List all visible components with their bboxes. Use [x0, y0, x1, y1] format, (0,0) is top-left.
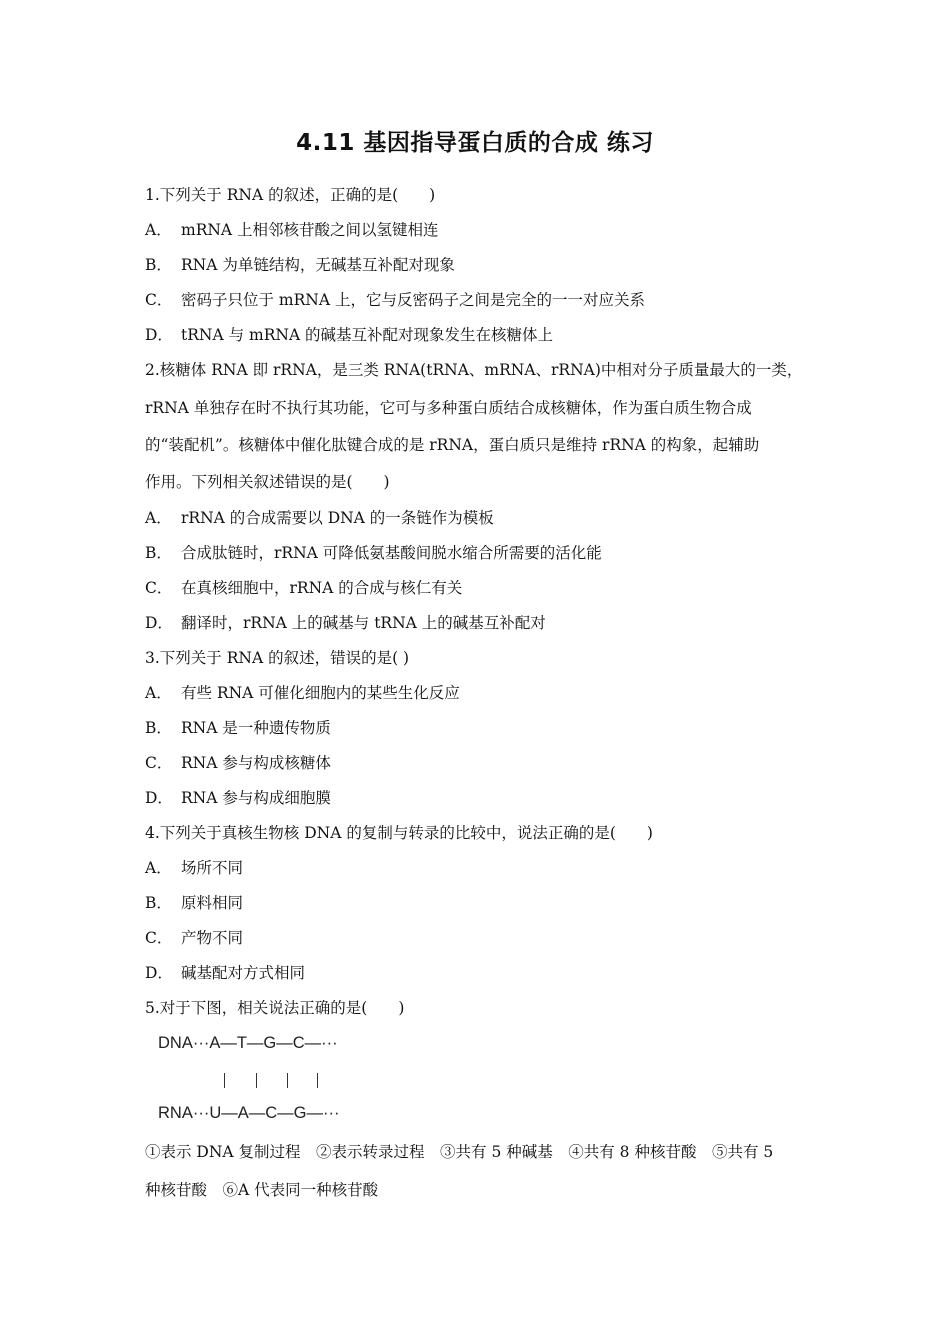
question-3-option-a	[145, 683, 460, 703]
base-pair-bond-2	[256, 1073, 257, 1088]
question-1-option-d	[145, 325, 553, 345]
question-2-option-b	[145, 543, 602, 563]
option-text: 密码子只位于 mRNA 上，它与反密码子之间是完全的一一对应关系	[181, 291, 645, 309]
option-text: RNA 为单链结构，无碱基互补配对现象	[181, 256, 455, 274]
question-4-stem: 4.下列关于真核生物核 DNA 的复制与转录的比较中，说法正确的是( )	[145, 824, 653, 842]
question-4-option-a	[145, 858, 243, 878]
option-text: 在真核细胞中，rRNA 的合成与核仁有关	[181, 579, 463, 597]
question-1-option-c	[145, 290, 645, 310]
question-3-stem: 3.下列关于 RNA 的叙述，错误的是( )	[145, 649, 410, 667]
option-text: 有些 RNA 可催化细胞内的某些生化反应	[181, 684, 460, 702]
question-2-option-c	[145, 578, 462, 598]
dna-strand-label: DNA···A—T—G—C—···	[158, 1034, 338, 1052]
question-5-statements-line-2: 种核苷酸 ⑥A 代表同一种核苷酸	[145, 1181, 379, 1199]
question-2-stem-line-1: 2.核糖体 RNA 即 rRNA，是三类 RNA(tRNA、mRNA、rRNA)中相对分子质量最大的一类，	[145, 361, 803, 379]
question-3-option-d	[145, 788, 331, 808]
question-3-option-b	[145, 718, 331, 738]
question-1-option-a	[145, 220, 439, 240]
option-letter: B．	[145, 894, 172, 912]
base-pair-bond-3	[287, 1073, 288, 1088]
option-text: RNA 是一种遗传物质	[181, 719, 331, 737]
option-letter: D．	[145, 614, 173, 632]
option-letter: D．	[145, 789, 173, 807]
option-letter: C．	[145, 291, 173, 309]
option-letter: B．	[145, 544, 172, 562]
option-text: 碱基配对方式相同	[181, 964, 306, 982]
base-pair-bond-4	[317, 1073, 318, 1088]
question-4-option-b	[145, 893, 243, 913]
question-1-option-b	[145, 255, 455, 275]
option-text: 场所不同	[181, 859, 244, 877]
option-text: RNA 参与构成核糖体	[181, 754, 331, 772]
option-text: RNA 参与构成细胞膜	[181, 789, 331, 807]
option-letter: C．	[145, 754, 173, 772]
option-letter: C．	[145, 929, 173, 947]
base-pair-bond-1	[224, 1073, 225, 1088]
option-text: 产物不同	[181, 929, 244, 947]
question-4-option-c	[145, 928, 243, 948]
option-text: 合成肽链时，rRNA 可降低氨基酸间脱水缩合所需要的活化能	[181, 544, 602, 562]
option-letter: C．	[145, 579, 173, 597]
option-text: 翻译时，rRNA 上的碱基与 tRNA 上的碱基互补配对	[181, 614, 546, 632]
option-letter: A．	[145, 221, 172, 239]
question-2-stem-line-4: 作用。下列相关叙述错误的是( )	[145, 473, 390, 491]
question-4-option-d	[145, 963, 305, 983]
question-2-option-a	[145, 508, 494, 528]
question-5-statements-line-1: ①表示 DNA 复制过程 ②表示转录过程 ③共有 5 种碱基 ④共有 8 种核苷酸 ⑤共有 5	[145, 1143, 774, 1161]
question-3-option-c	[145, 753, 331, 773]
rna-strand-label: RNA···U—A—C—G—···	[158, 1104, 340, 1122]
option-letter: A．	[145, 859, 172, 877]
option-text: rRNA 的合成需要以 DNA 的一条链作为模板	[181, 509, 494, 527]
page-title: 4.11 基因指导蛋白质的合成 练习	[296, 130, 654, 156]
question-5-stem: 5.对于下图，相关说法正确的是( )	[145, 999, 405, 1017]
option-letter: B．	[145, 256, 172, 274]
question-2-option-d	[145, 613, 546, 633]
option-letter: A．	[145, 509, 172, 527]
question-1-stem: 1.下列关于 RNA 的叙述，正确的是( )	[145, 186, 436, 204]
option-letter: A．	[145, 684, 172, 702]
option-letter: D．	[145, 326, 173, 344]
question-2-stem-line-2: rRNA 单独存在时不执行其功能，它可与多种蛋白质结合成核糖体，作为蛋白质生物合成	[145, 399, 752, 417]
option-letter: B．	[145, 719, 172, 737]
option-text: tRNA 与 mRNA 的碱基互补配对现象发生在核糖体上	[181, 326, 554, 344]
option-text: 原料相同	[181, 894, 244, 912]
option-letter: D．	[145, 964, 173, 982]
question-2-stem-line-3: 的“装配机”。核糖体中催化肽键合成的是 rRNA，蛋白质只是维持 rRNA 的构象，起辅助	[145, 436, 760, 454]
option-text: mRNA 上相邻核苷酸之间以氢键相连	[181, 221, 439, 239]
